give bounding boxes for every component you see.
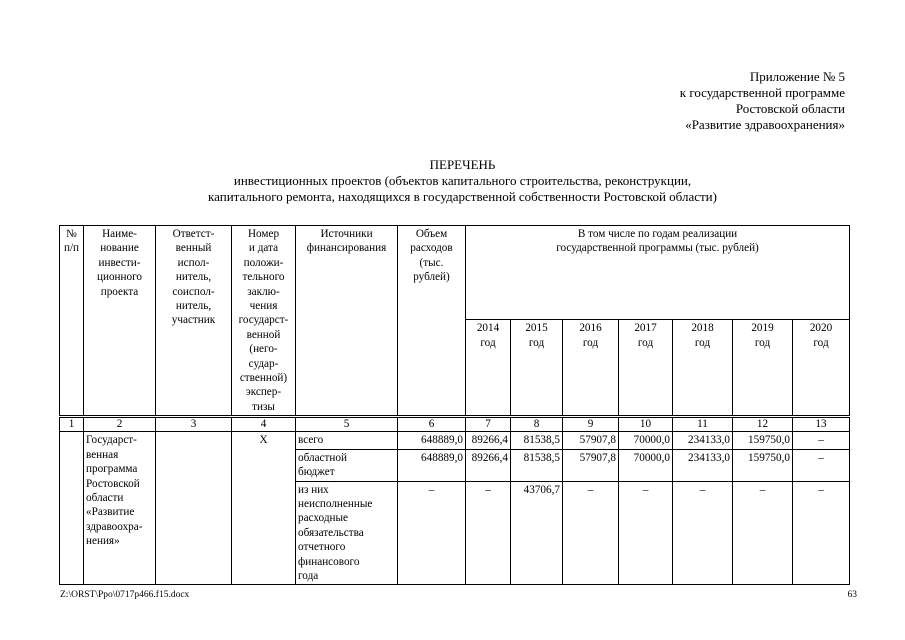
index-cell: 9 (563, 417, 619, 432)
cell-year-value: 70000,0 (619, 432, 673, 449)
index-cell: 5 (296, 417, 398, 432)
index-cell: 8 (511, 417, 563, 432)
cell-year-value: – (793, 432, 850, 449)
cell-year-value: 234133,0 (673, 432, 733, 449)
cell-source: областной бюджет (296, 449, 398, 481)
header-cell-year: 2015 год (511, 320, 563, 417)
cell-year-value: – (673, 481, 733, 585)
index-cell: 2 (84, 417, 156, 432)
appendix-line: Ростовской области (735, 101, 845, 116)
cell-year-value: 81538,5 (511, 432, 563, 449)
index-cell: 11 (673, 417, 733, 432)
cell-year-value: – (563, 481, 619, 585)
header-cell-year: 2017 год (619, 320, 673, 417)
index-cell: 10 (619, 417, 673, 432)
header-cell-year: 2020 год (793, 320, 850, 417)
cell-year-value: 81538,5 (511, 449, 563, 481)
cell-conclusion: Х (232, 432, 296, 585)
header-cell-years-group: В том числе по годам реализации государственной программы (тыс. рублей) (466, 226, 850, 320)
cell-year-value: – (733, 481, 793, 585)
index-cell: 6 (398, 417, 466, 432)
cell-year-value: – (793, 449, 850, 481)
cell-source: из них неисполненные расходные обязательства отчетного финансового года (296, 481, 398, 585)
cell-total: 648889,0 (398, 432, 466, 449)
header-cell-total: Объем расходов (тыс. рублей) (398, 226, 466, 417)
cell-year-value: – (793, 481, 850, 585)
header-cell-year: 2014 год (466, 320, 511, 417)
cell-project-name: Государст- венная программа Ростовской области «Развитие здравоохра- нения» (84, 432, 156, 585)
title-line: капитального ремонта, находящихся в государственной собственности Ростовской области) (208, 189, 717, 204)
cell-total: – (398, 481, 466, 585)
index-cell: 1 (60, 417, 84, 432)
header-cell-sources: Источники финансирования (296, 226, 398, 417)
footer-page-number: 63 (847, 590, 857, 600)
header-row (60, 226, 850, 320)
header-cell-number: № п/п (60, 226, 84, 417)
cell-year-value: 89266,4 (466, 432, 511, 449)
document-title (0, 157, 905, 205)
appendix-line: к государственной программе (679, 85, 845, 100)
title-heading: ПЕРЕЧЕНЬ (429, 157, 496, 172)
header-cell-project-name: Наиме- нование инвести- ционного проекта (84, 226, 156, 417)
cell-year-value: – (466, 481, 511, 585)
cell-year-value: 43706,7 (511, 481, 563, 585)
index-cell: 13 (793, 417, 850, 432)
cell-year-value: 159750,0 (733, 432, 793, 449)
column-index-row (60, 417, 850, 432)
header-cell-year: 2018 год (673, 320, 733, 417)
cell-year-value: 57907,8 (563, 432, 619, 449)
cell-year-value: 70000,0 (619, 449, 673, 481)
investment-projects-table (59, 225, 850, 585)
cell-year-value: 159750,0 (733, 449, 793, 481)
index-cell: 3 (156, 417, 232, 432)
cell-year-value: 57907,8 (563, 449, 619, 481)
header-cell-executor: Ответст- венный испол- нитель, соиспол- нитель, участник (156, 226, 232, 417)
index-cell: 7 (466, 417, 511, 432)
cell-source: всего (296, 432, 398, 449)
table-row (60, 432, 850, 449)
cell-executor (156, 432, 232, 585)
title-line: инвестиционных проектов (объектов капитального строительства, реконструкции, (233, 173, 692, 188)
header-cell-year: 2016 год (563, 320, 619, 417)
cell-year-value: – (619, 481, 673, 585)
cell-total: 648889,0 (398, 449, 466, 481)
cell-year-value: 89266,4 (466, 449, 511, 481)
index-cell: 12 (733, 417, 793, 432)
appendix-block (585, 69, 845, 133)
header-cell-conclusion: Номер и дата положи- тельного заклю- чения государст- венной (него- судар- ственной) экспер- тизы (232, 226, 296, 417)
cell-number (60, 432, 84, 585)
appendix-line: «Развитие здравоохранения» (685, 117, 845, 132)
appendix-line: Приложение № 5 (749, 69, 845, 84)
header-cell-year: 2019 год (733, 320, 793, 417)
footer-file-path: Z:\ORST\Ppo\0717p466.f15.docx (60, 590, 190, 600)
index-cell: 4 (232, 417, 296, 432)
cell-year-value: 234133,0 (673, 449, 733, 481)
